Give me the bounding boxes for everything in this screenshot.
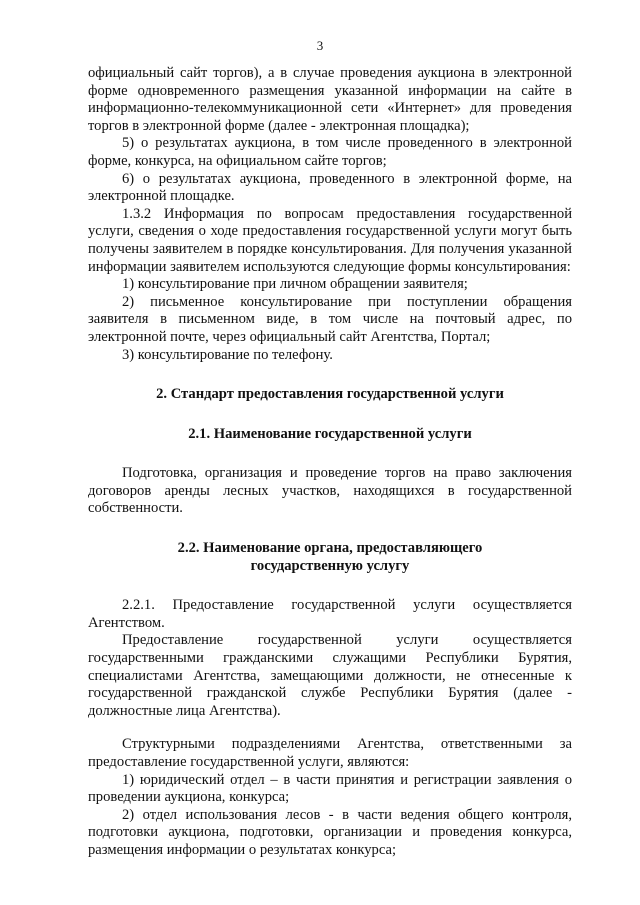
paragraph: 6) о результатах аукциона, проведенного в электронной форме, на электронной площадке. (88, 170, 572, 205)
paragraph: 2.2.1. Предоставление государственной услуги осуществляется Агентством. (88, 597, 572, 631)
page-number: 3 (316, 38, 324, 53)
paragraph: 5) о результатах аукциона, в том числе проведенного в электронной форме, конкурса, на официальном сайте торгов; (88, 135, 572, 169)
document-body (88, 65, 572, 860)
paragraph: 2) отдел использования лесов - в части ведения общего контроля, подготовки аукциона, подготовки, организации и проведения конкурса, размещения информации о результатах конкурса; (88, 806, 572, 858)
subsection-heading: 2.1. Наименование государственной услуги (188, 425, 472, 442)
paragraph: 3) консультирование по телефону. (122, 346, 333, 363)
paragraph: Структурными подразделениями Агентства, ответственными за предоставление государственной услуги, являются: (88, 736, 572, 770)
paragraph: 2) письменное консультирование при поступлении обращения заявителя в письменном виде, в том числе на почтовый адрес, по электронной почте, через официальный сайт Агентства, Портал; (88, 293, 572, 345)
paragraph: 1.3.2 Информация по вопросам предоставления государственной услуги, сведения о ходе предоставления государственной услуги могут быть получены заявителем в порядке консультирования. Для получения указанной информации заявителем используются следующие формы консультирования: (88, 205, 572, 275)
paragraph: официальный сайт торгов), а в случае проведения аукциона в электронной форме одновременного размещения указанной информации на сайте в информационно-телекоммуникационной сети «Интернет» для проведения торгов в электронной форме (далее - электронная площадка); (88, 65, 572, 134)
paragraph: 1) консультирование при личном обращении заявителя; (122, 276, 468, 293)
paragraph: Предоставление государственной услуги осуществляется государственными гражданскими служащими Республики Бурятия, специалистами Агентства, замещающими должности, не отнесенные к государственной гражданской службе Республики Бурятия (далее - должностные лица Агентства). (88, 632, 572, 719)
subsection-heading: 2.2. Наименование органа, предоставляющего государственную услугу (177, 540, 483, 574)
paragraph: Подготовка, организация и проведение торгов на право заключения договоров аренды лесных участков, находящихся в государственной собственности. (88, 465, 572, 517)
section-heading: 2. Стандарт предоставления государственной услуги (156, 386, 504, 403)
paragraph: 1) юридический отдел – в части принятия и регистрации заявления о проведении аукциона, конкурса; (88, 771, 572, 806)
